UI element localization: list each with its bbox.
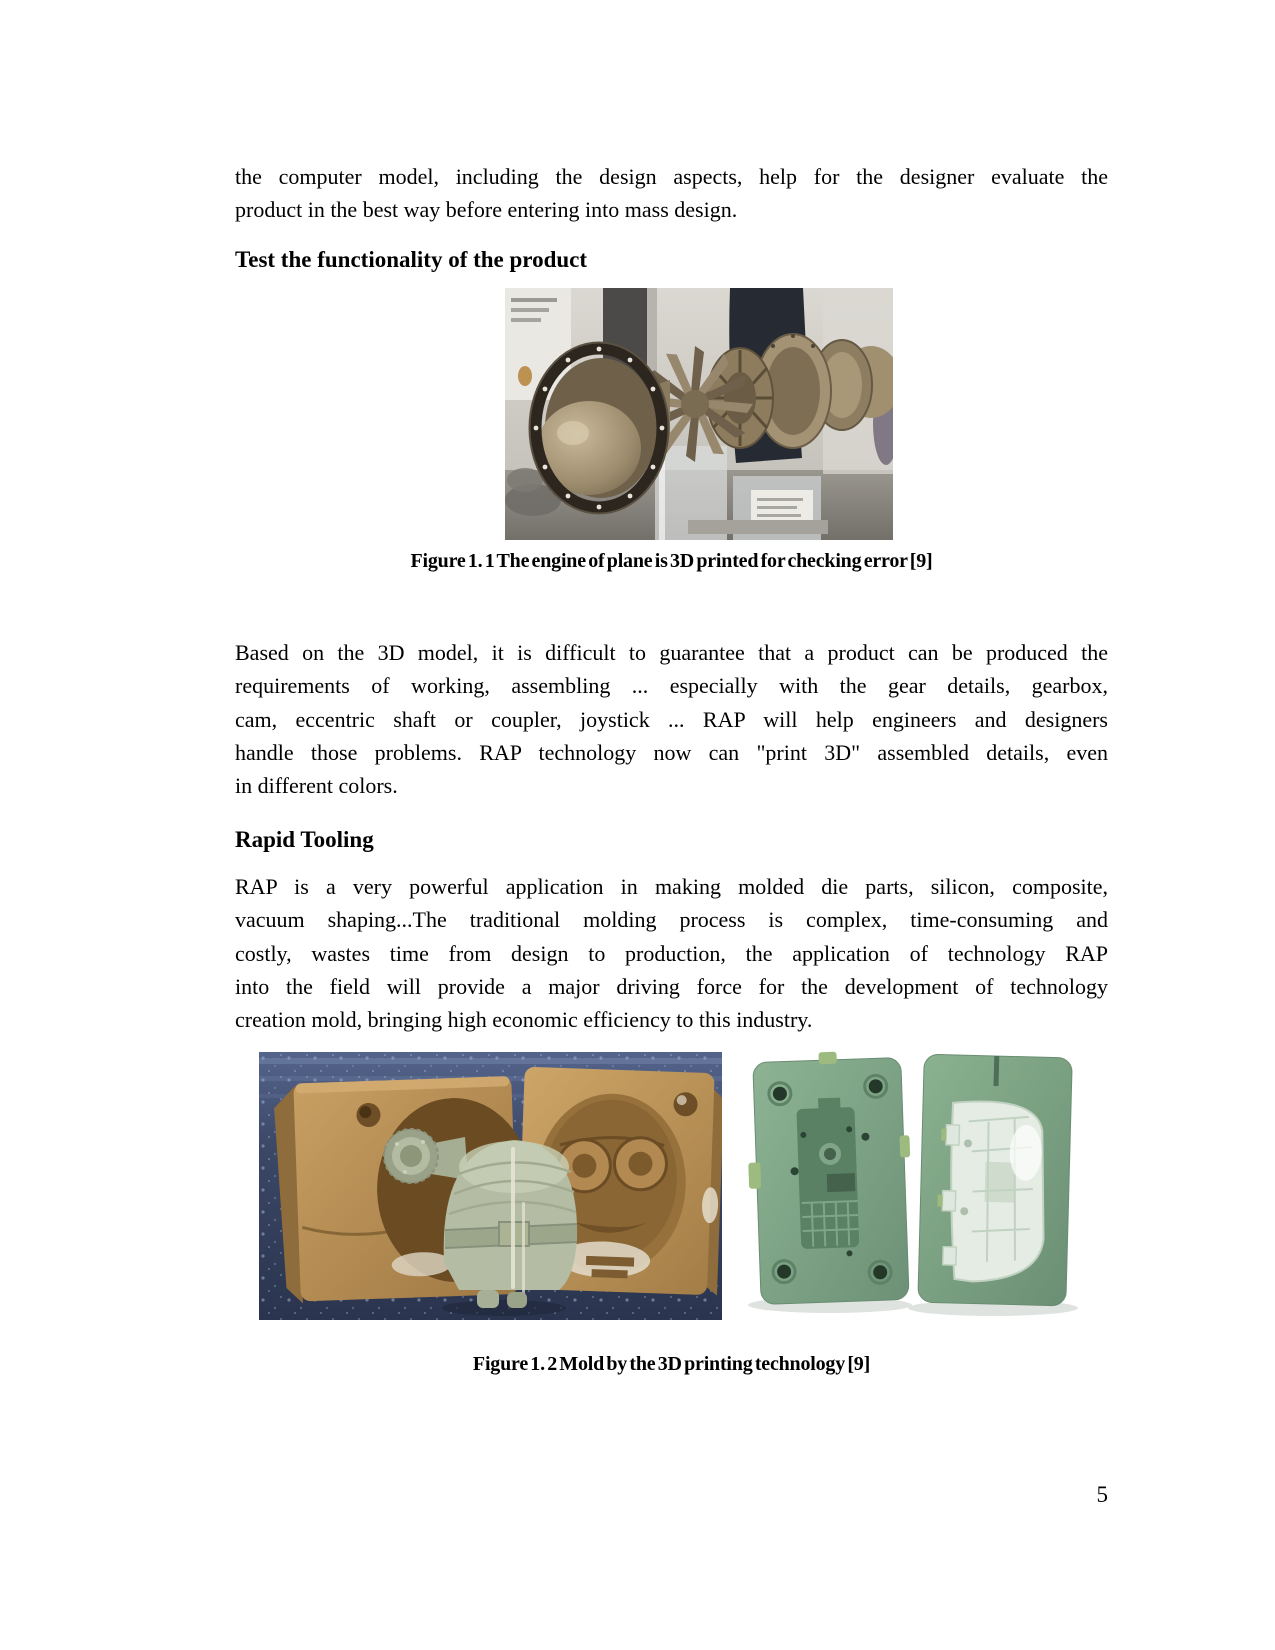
text-line: product in the best way before entering into mass design. — [235, 197, 738, 223]
text-line: costly, wastes time from design to production, the application of technology RAP — [235, 940, 1108, 966]
text-line: in different colors. — [235, 773, 398, 799]
heading-test-functionality: Test the functionality of the product — [235, 247, 588, 272]
heading-rapid-tooling: Rapid Tooling — [235, 827, 374, 852]
text-line: RAP is a very powerful application in making molded die parts, silicon, composite, — [235, 874, 1108, 899]
paragraph-intro — [235, 160, 1108, 227]
text-line: cam, eccentric shaft or coupler, joystick ... RAP will help engineers and designers — [235, 706, 1108, 732]
page-number: 5 — [1096, 1482, 1108, 1507]
paragraph-based-on-3d-model — [235, 636, 1108, 802]
text-line: creation mold, bringing high economic efficiency to this industry. — [235, 1007, 813, 1033]
text-line: handle those problems. RAP technology now can "print 3D" assembled details, even — [235, 739, 1108, 765]
figure-2-left-photo — [259, 1052, 722, 1320]
text-line: requirements of working, assembling ... especially with the gear details, gearbox, — [235, 673, 1108, 699]
figure-1-photo — [505, 288, 893, 540]
text-line: Based on the 3D model, it is difficult to guarantee that a product can be produced the — [235, 640, 1108, 665]
text-line: vacuum shaping...The traditional molding process is complex, time-consuming and — [235, 907, 1108, 933]
text-line: the computer model, including the design aspects, help for the designer evaluate the — [235, 164, 1108, 189]
figure-1-caption: Figure 1. 1 The engine of plane is 3D printed for checking error [9] — [410, 550, 933, 572]
minion-mold-illustration — [259, 1052, 722, 1320]
figure-2-caption: Figure 1. 2 Mold by the 3D printing technology [9] — [472, 1353, 871, 1375]
text-line: into the field will provide a major driving force for the development of technology — [235, 973, 1108, 999]
engine-illustration — [505, 288, 893, 540]
paragraph-rapid-tooling — [235, 870, 1108, 1036]
green-mold-illustration — [735, 1042, 1080, 1320]
figure-2-right-photo — [735, 1042, 1080, 1320]
